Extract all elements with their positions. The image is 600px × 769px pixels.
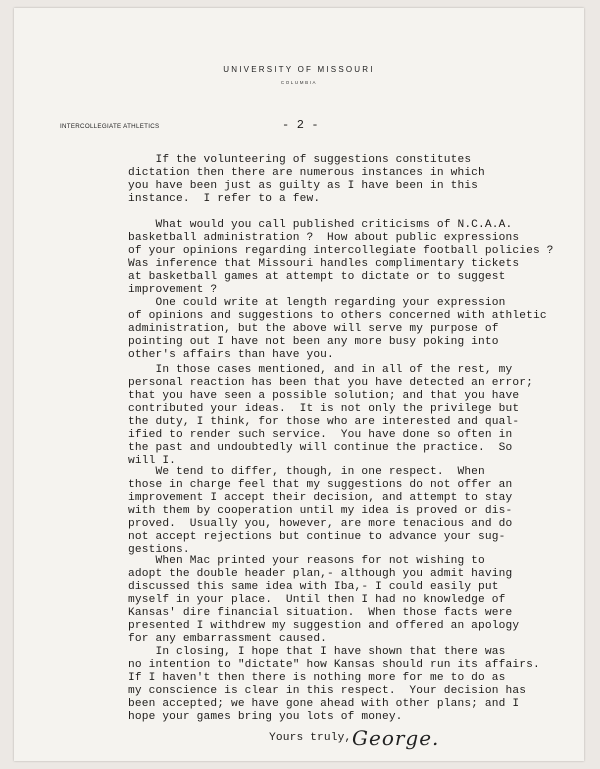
letter-page xyxy=(14,8,584,761)
letterhead-institution: UNIVERSITY OF MISSOURI xyxy=(223,65,375,74)
letterhead-city: COLUMBIA xyxy=(280,80,318,85)
page-number: - 2 - xyxy=(282,118,319,132)
paragraph-2: What would you call published criticisms of N.C.A.A. basketball administration ? How about public expressions of your opinions regarding intercollegiate football policies ? Was inference that Missouri handles complimentary tickets at basketball games at attempt to dictate or to suggest improvement ? xyxy=(128,219,554,296)
paragraph-7: In closing, I hope that I have shown that there was no intention to "dictate" how Kansas should run its affairs. If I haven't then there is nothing more for me to do as my conscience is clear in this respect. Your decision has been accepted; we have gone ahead with other plans; and I hope your games bring you lots of money. xyxy=(128,646,540,723)
letterhead-department: INTERCOLLEGIATE ATHLETICS xyxy=(60,123,160,130)
paragraph-1: If the volunteering of suggestions constitutes dictation then there are numerous instances in which you have been just as guilty as I have been in this instance. I refer to a few. xyxy=(128,154,485,205)
paragraph-5: We tend to differ, though, in one respect. When those in charge feel that my suggestions do not offer an improvement I accept their decision, and attempt to stay with them by cooperation until my idea is proved or dis- proved. Usually you, however, are more tenacious and do not accept rejections but continue to advance your sug- gestions. xyxy=(128,466,513,556)
paragraph-3: One could write at length regarding your expression of opinions and suggestions to others concerned with athletic administration, but the above will serve my purpose of pointing out I have not been any more busy poking into other's affairs than have you. xyxy=(128,297,547,361)
signature: George. xyxy=(352,726,440,750)
paragraph-6: When Mac printed your reasons for not wishing to adopt the double header plan,- although you admit having discussed this same idea with Iba,- I could easily put myself in your place. Until then I had no knowledge of Kansas' dire financial situation. When those facts were presented I withdrew my suggestion and offered an apology for any embarrassment caused. xyxy=(128,555,520,645)
closing: Yours truly, xyxy=(269,732,352,744)
paragraph-4: In those cases mentioned, and in all of the rest, my personal reaction has been that you have detected an error; that you have seen a possible solution; and that you have contributed your ideas. It is not only the privilege but the duty, I think, for those who are interested and qual- ified to render such service. You have done so often in the past and undoubtedly will continue the practice. So will I. xyxy=(128,364,533,467)
